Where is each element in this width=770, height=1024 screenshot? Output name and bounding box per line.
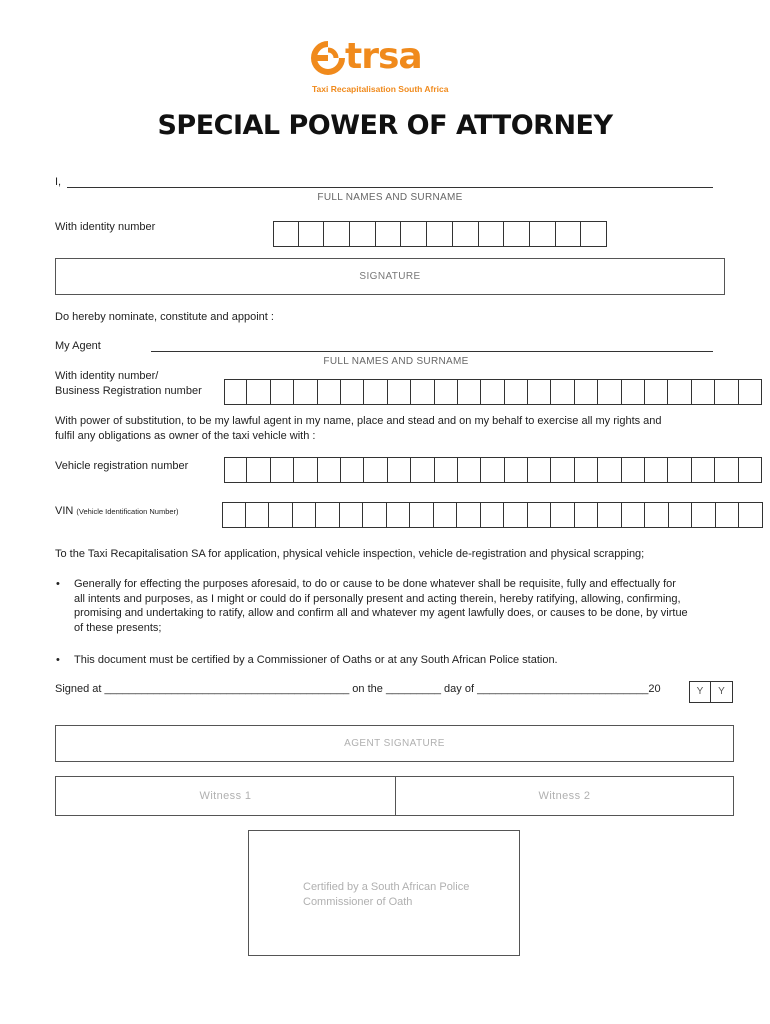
substitution-line-2: fulfil any obligations as owner of the taxi vehicle with :: [55, 430, 316, 442]
principal-id-box[interactable]: [504, 221, 530, 247]
nominate-text: Do hereby nominate, constitute and appoint :: [55, 311, 274, 323]
vin-box[interactable]: [598, 502, 622, 528]
agent-id-box[interactable]: [645, 379, 668, 405]
vin-box[interactable]: [575, 502, 599, 528]
vehicle-reg-box[interactable]: [224, 457, 247, 483]
vehicle-reg-box[interactable]: [715, 457, 738, 483]
vin-box[interactable]: [293, 502, 317, 528]
vehicle-reg-box[interactable]: [294, 457, 317, 483]
vehicle-reg-box[interactable]: [598, 457, 621, 483]
principal-id-box[interactable]: [556, 221, 582, 247]
bullet-1-line-4: of these presents;: [74, 621, 162, 634]
vehicle-reg-box[interactable]: [575, 457, 598, 483]
agent-id-boxes[interactable]: [224, 379, 762, 405]
principal-signature-box[interactable]: [55, 258, 725, 295]
vehicle-reg-box[interactable]: [622, 457, 645, 483]
principal-name-line[interactable]: [67, 187, 713, 188]
agent-id-box[interactable]: [364, 379, 387, 405]
certification-line-2: Commissioner of Oath: [303, 896, 413, 908]
principal-prefix: I,: [55, 176, 62, 188]
vin-box[interactable]: [716, 502, 740, 528]
agent-id-box[interactable]: [294, 379, 317, 405]
vehicle-reg-label: Vehicle registration number: [55, 460, 189, 472]
agent-id-box[interactable]: [692, 379, 715, 405]
principal-id-box[interactable]: [530, 221, 556, 247]
trsa-logo-mark-icon: [310, 40, 346, 76]
principal-id-box[interactable]: [324, 221, 350, 247]
principal-id-box[interactable]: [427, 221, 453, 247]
logo-text: trsa: [345, 36, 422, 77]
vin-box[interactable]: [739, 502, 763, 528]
vehicle-reg-box[interactable]: [505, 457, 528, 483]
agent-id-box[interactable]: [458, 379, 481, 405]
vehicle-reg-box[interactable]: [692, 457, 715, 483]
principal-signature-caption: SIGNATURE: [359, 271, 421, 282]
agent-id-box[interactable]: [247, 379, 270, 405]
bullet-item-2: [74, 653, 558, 668]
principal-id-box[interactable]: [479, 221, 505, 247]
vin-box[interactable]: [340, 502, 364, 528]
vin-label: [55, 505, 179, 517]
vin-box[interactable]: [316, 502, 340, 528]
vehicle-reg-box[interactable]: [388, 457, 411, 483]
vehicle-reg-box[interactable]: [551, 457, 574, 483]
signed-at-line[interactable]: Signed at ________________________________________ on the _________ day of ____________________________20: [55, 683, 661, 695]
vin-sub-label: (Vehicle Identification Number): [76, 507, 179, 516]
agent-signature-box[interactable]: [55, 725, 734, 762]
vehicle-reg-box[interactable]: [481, 457, 504, 483]
year-boxes[interactable]: [689, 681, 733, 703]
agent-id-box[interactable]: [435, 379, 458, 405]
agent-name-line[interactable]: [151, 351, 713, 352]
vin-label-text: VIN: [55, 505, 74, 517]
agent-id-box[interactable]: [341, 379, 364, 405]
principal-id-box[interactable]: [299, 221, 325, 247]
certification-box[interactable]: [248, 830, 520, 956]
bullet-1-line-2: all intents and purposes, as I might or could do if personally present and acting therein, hereby ratifying, allowing, confirming,: [74, 592, 681, 605]
vin-box[interactable]: [551, 502, 575, 528]
vin-box[interactable]: [504, 502, 528, 528]
certification-line-1: Certified by a South African Police: [303, 881, 470, 893]
agent-id-box[interactable]: [598, 379, 621, 405]
vin-box[interactable]: [387, 502, 411, 528]
vin-box[interactable]: [410, 502, 434, 528]
principal-name-caption: FULL NAMES AND SURNAME: [317, 192, 463, 203]
principal-id-boxes[interactable]: [273, 221, 607, 247]
agent-id-box[interactable]: [224, 379, 247, 405]
principal-id-box[interactable]: [350, 221, 376, 247]
agent-id-box[interactable]: [481, 379, 504, 405]
vin-box[interactable]: [246, 502, 270, 528]
agent-id-box[interactable]: [739, 379, 762, 405]
vehicle-reg-box[interactable]: [435, 457, 458, 483]
principal-id-box[interactable]: [273, 221, 299, 247]
agent-id-box[interactable]: [271, 379, 294, 405]
witness-1-box[interactable]: [55, 776, 396, 816]
bullet-1-line-3: promising and undertaking to ratify, allow and confirm all and whatever my agent lawfully does, or causes to be done, by virtue: [74, 607, 688, 619]
purpose-text: To the Taxi Recapitalisation SA for application, physical vehicle inspection, vehicle de-registration and physical scrapping;: [55, 548, 645, 560]
agent-id-box[interactable]: [668, 379, 691, 405]
trsa-logo: [308, 38, 458, 96]
vin-box[interactable]: [692, 502, 716, 528]
vin-box[interactable]: [622, 502, 646, 528]
agent-id-box[interactable]: [551, 379, 574, 405]
vehicle-reg-box[interactable]: [739, 457, 762, 483]
agent-id-box[interactable]: [388, 379, 411, 405]
witness-2-caption: Witness 2: [538, 790, 591, 802]
vin-box[interactable]: [528, 502, 552, 528]
vin-box[interactable]: [669, 502, 693, 528]
principal-id-box[interactable]: [453, 221, 479, 247]
vehicle-reg-box[interactable]: [668, 457, 691, 483]
witness-2-box[interactable]: [395, 776, 734, 816]
bullet-2-line-1: • This document must be certified by a Commissioner of Oaths or at any South African Police station.: [74, 654, 558, 666]
agent-id-label-line1: With identity number/: [55, 370, 159, 382]
agent-id-box[interactable]: [715, 379, 738, 405]
vin-box[interactable]: [434, 502, 458, 528]
principal-id-box[interactable]: [376, 221, 402, 247]
principal-id-box[interactable]: [401, 221, 427, 247]
vehicle-reg-box[interactable]: [645, 457, 668, 483]
vehicle-reg-box[interactable]: [271, 457, 294, 483]
vehicle-reg-boxes[interactable]: [224, 457, 762, 483]
vin-box[interactable]: [269, 502, 293, 528]
witness-1-caption: Witness 1: [199, 790, 252, 802]
agent-id-box[interactable]: [575, 379, 598, 405]
vehicle-reg-box[interactable]: [411, 457, 434, 483]
agent-name-caption: FULL NAMES AND SURNAME: [323, 356, 469, 367]
vehicle-reg-box[interactable]: [318, 457, 341, 483]
agent-signature-caption: AGENT SIGNATURE: [344, 738, 445, 749]
document-title: SPECIAL POWER OF ATTORNEY: [157, 110, 613, 141]
vehicle-reg-box[interactable]: [364, 457, 387, 483]
substitution-line-1: With power of substitution, to be my lawful agent in my name, place and stead and on my behalf to exercise all my rights and: [55, 415, 662, 427]
vin-boxes[interactable]: [222, 502, 763, 528]
bullet-1-line-1: • Generally for effecting the purposes aforesaid, to do or cause to be done whatever shall be requisite, fully and effectually for: [74, 578, 676, 590]
principal-id-label: With identity number: [55, 221, 156, 233]
year-box-1[interactable]: Y: [689, 681, 711, 703]
agent-id-box[interactable]: [622, 379, 645, 405]
vehicle-reg-box[interactable]: [458, 457, 481, 483]
vin-box[interactable]: [481, 502, 505, 528]
bullet-item-1: [74, 577, 688, 635]
agent-id-box[interactable]: [505, 379, 528, 405]
agent-id-box[interactable]: [528, 379, 551, 405]
principal-id-box[interactable]: [581, 221, 607, 247]
agent-id-box[interactable]: [411, 379, 434, 405]
agent-id-box[interactable]: [318, 379, 341, 405]
certification-caption: [303, 880, 469, 910]
vin-box[interactable]: [645, 502, 669, 528]
vin-box[interactable]: [222, 502, 246, 528]
vin-box[interactable]: [363, 502, 387, 528]
vin-box[interactable]: [457, 502, 481, 528]
vehicle-reg-box[interactable]: [528, 457, 551, 483]
vehicle-reg-box[interactable]: [341, 457, 364, 483]
year-box-2[interactable]: Y: [711, 681, 733, 703]
vehicle-reg-box[interactable]: [247, 457, 270, 483]
logo-subtitle: Taxi Recapitalisation South Africa: [312, 84, 449, 94]
agent-id-label-line2: Business Registration number: [55, 385, 202, 397]
agent-label: My Agent: [55, 340, 101, 352]
